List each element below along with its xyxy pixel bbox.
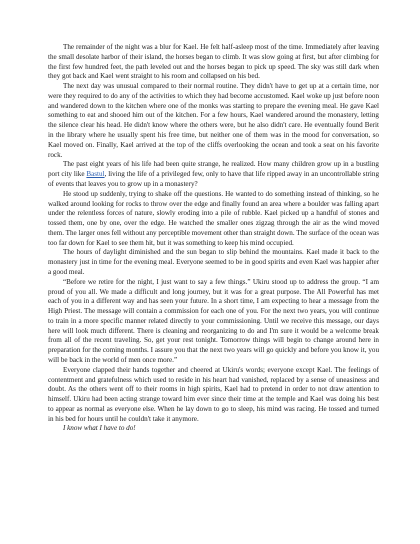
paragraph: The next day was unusual compared to their normal routine. They didn't have to get up at a certain time, nor were they required to do any of the activities to which they had become accustomed. Kael woke up just before noon and wandered down to the kitchen where one of the monks was starting to prepare the evening meal. He gave Kael something to eat and shooed him out of the kitchen. For a few hours, Kael wandered around the monastery, letting the silence clear his head. He didn't know where the others were, but he also didn't care. He eventually found Berit in the library where he usually spent his free time, but neither one of them was in the mood for conversation, so Kael moved on. Finally, Kael arrived at the top of the cliffs overlooking the ocean and took a seat on his favorite rock. xyxy=(48,82,379,159)
closing-line: I know what I have to do! xyxy=(63,424,136,433)
paragraph: Everyone clapped their hands together and cheered at Ukiru's words; everyone except Kael. The feelings of contentment and gratefulness which used to reside in his heart had vanished, replaced by a sense of uneasiness and doubt. As the others went off to their rooms in high spirits, Kael had to pretend in order to not draw attention to himself. Ukiru had been acting strange toward him ever since their time at the temple and Kael was doing his best to appear as normal as everyone else. When he lay down to go to sleep, his mind was racing. He tossed and turned in his bed for hours until he couldn't take it anymore. xyxy=(48,365,379,423)
paragraph-text: The past eight years of his life had been quite strange, he realized. How many children grow up in a bustling port city like xyxy=(48,160,379,179)
paragraph: He stood up suddenly, trying to shake off the questions. He wanted to do something instead of thinking, so he walked around looking for rocks to throw over the edge and finally found an area where a boulder was falling apart under the relentless forces of nature, slowly eroding into a pile of rubble. Kael picked up a handful of stones and tossed them, one by one, over the edge. He watched the smaller ones zigzag through the air as the wind moved them. The larger ones fell without any perceptible movement other than straight down. The surface of the ocean was too far down for Kael to see them hit, but it was something to keep his mind occupied. xyxy=(48,189,379,247)
paragraph xyxy=(48,160,379,189)
paragraph-text: , living the life of a privileged few, only to have that life ripped away in an uncontrollable string of events that leaves you to grow up in a monastery? xyxy=(48,170,379,188)
paragraph: The remainder of the night was a blur for Kael. He felt half-asleep most of the time. Immediately after leaving the small desolate harbor of their island, the horses began to climb. It was slow going at first, but after climbing for the first few hundred feet, the path leveled out and the horses began to pick up speed. The sky was still dark when they got back and Kael went straight to his room and collapsed on his bed. xyxy=(48,43,379,81)
paragraph: “Before we retire for the night, I just want to say a few things.” Ukiru stood up to address the group. “I am proud of you all. We made a difficult and long journey, but it was for a great purpose. The All Powerful has met each of you in a different way and has seen your future. In a short time, I am expecting to hear a message from the High Priest. The message will contain a commission for each one of you. For the next two years, you will continue to train in a more specific manner related directly to your commissioning. Until we receive this message, our days here will look much different. There is cleaning and reorganizing to do and I'm sure it would be a welcome break from all of the recent traveling. So, get your rest tonight. Tomorrow things will begin to change around here in preparation for the coming months. I assure you that the next two years will go quickly and before you know it, you will be back in the world of men once more.” xyxy=(48,277,379,364)
bastul-link[interactable]: Bastul xyxy=(86,170,105,179)
book-page xyxy=(48,43,379,434)
paragraph: The hours of daylight diminished and the sun began to slip behind the mountains. Kael made it back to the monastery just in time for the evening meal. Everyone seemed to be in good spirits and even Kael was happier after a good meal. xyxy=(48,248,379,276)
